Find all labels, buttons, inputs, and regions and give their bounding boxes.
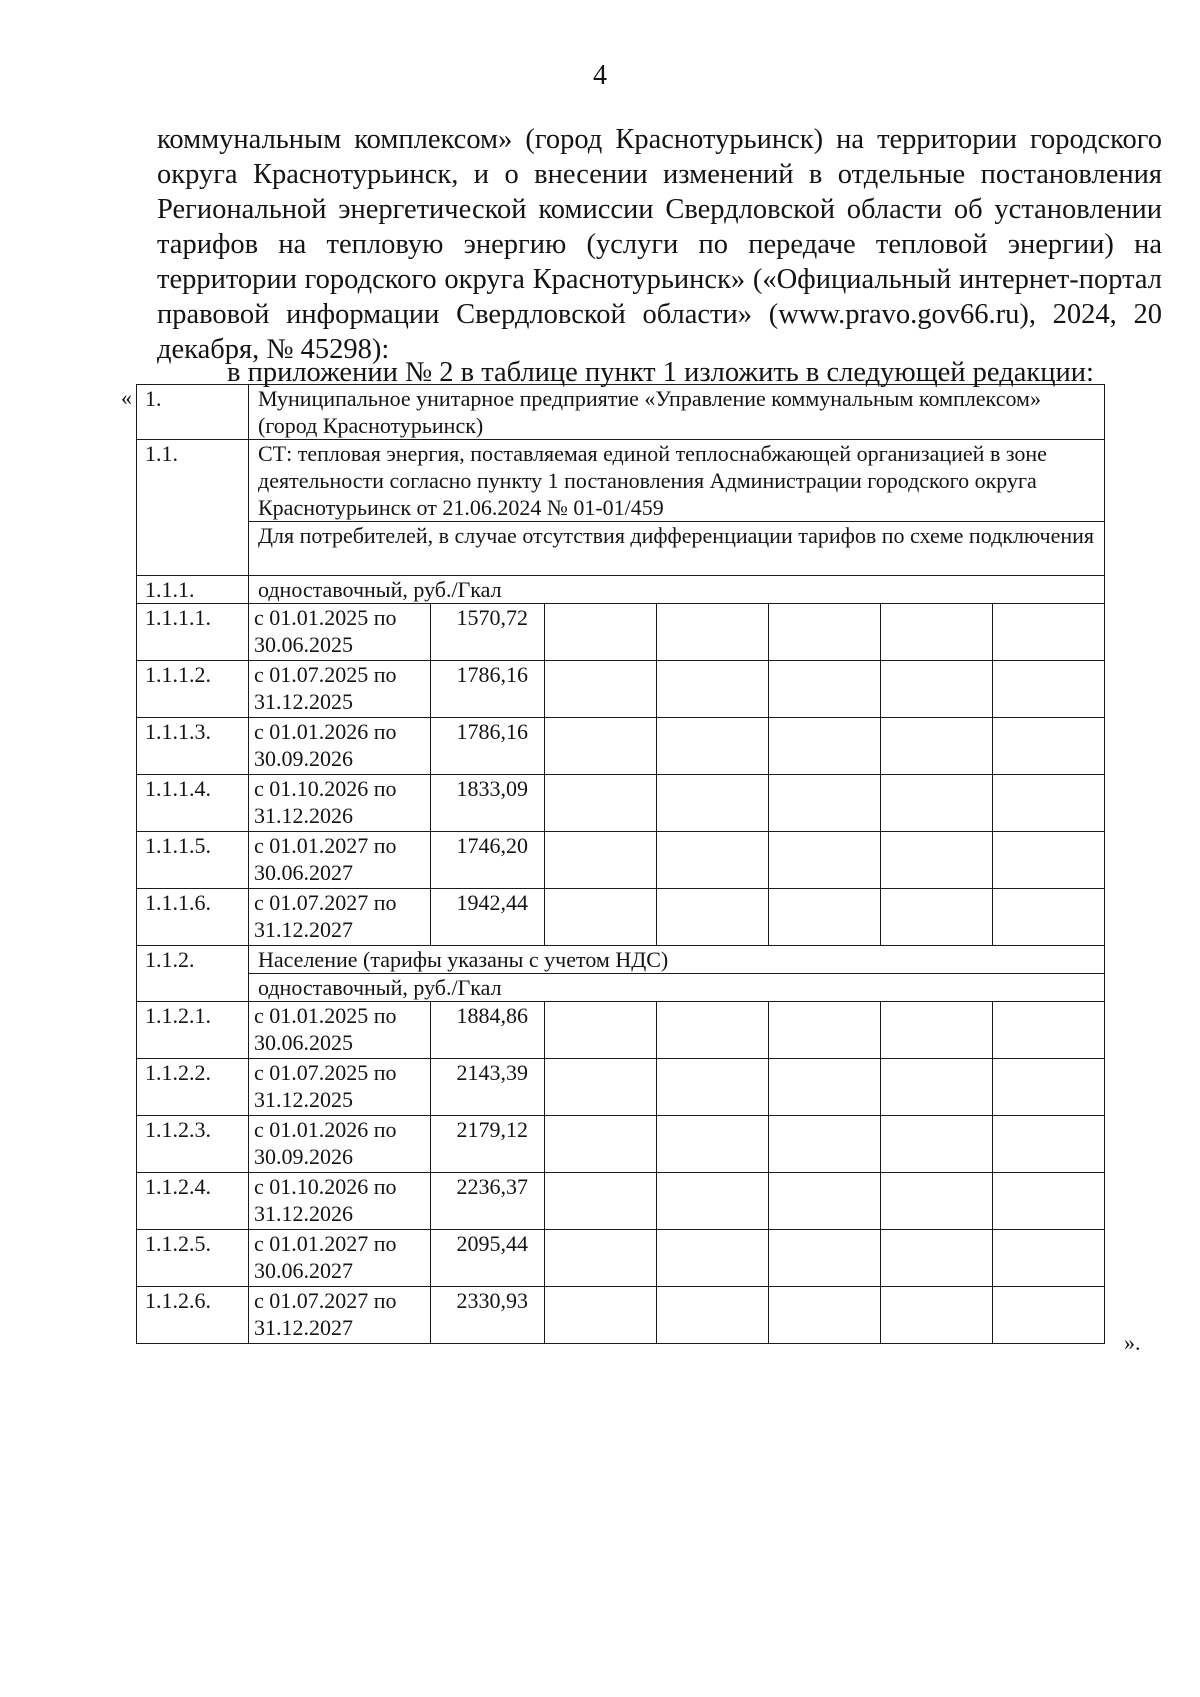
instruction-line: в приложении № 2 в таблице пункт 1 изложить в следующей редакции:: [227, 357, 1094, 388]
row-description: Для потребителей, в случае отсутствия дифференциации тарифов по схеме подключения: [249, 522, 1105, 576]
empty-cell: [993, 1002, 1105, 1059]
tariff-value: 2179,12: [431, 1116, 545, 1173]
empty-cell: [657, 1059, 769, 1116]
tariff-value: 1570,72: [431, 604, 545, 661]
row-description: одноставочный, руб./Гкал: [249, 974, 1105, 1002]
tariff-value: 1833,09: [431, 775, 545, 832]
row-number: 1.1.1.6.: [137, 889, 249, 946]
period-cell: с 01.07.2025 по 31.12.2025: [249, 661, 431, 718]
period-cell: с 01.07.2027 по 31.12.2027: [249, 1287, 431, 1344]
row-description: одноставочный, руб./Гкал: [249, 576, 1105, 604]
tariff-value: 2236,37: [431, 1173, 545, 1230]
empty-cell: [993, 775, 1105, 832]
empty-cell: [545, 661, 657, 718]
row-number: 1.1.2.: [137, 946, 249, 1002]
empty-cell: [993, 1173, 1105, 1230]
row-number: 1.1.2.1.: [137, 1002, 249, 1059]
tariff-value: 2330,93: [431, 1287, 545, 1344]
row-number: 1.1.2.6.: [137, 1287, 249, 1344]
tariff-value: 2095,44: [431, 1230, 545, 1287]
table-row: [137, 775, 1105, 832]
table-row: [137, 946, 1105, 974]
period-cell: с 01.01.2027 по 30.06.2027: [249, 832, 431, 889]
tariff-value: 1786,16: [431, 718, 545, 775]
empty-cell: [545, 1059, 657, 1116]
empty-cell: [881, 1116, 993, 1173]
empty-cell: [657, 1116, 769, 1173]
table-row: [137, 1116, 1105, 1173]
empty-cell: [769, 832, 881, 889]
empty-cell: [993, 1230, 1105, 1287]
table-row: [137, 604, 1105, 661]
row-number: 1.1.1.3.: [137, 718, 249, 775]
row-number: 1.1.1.5.: [137, 832, 249, 889]
period-cell: с 01.07.2025 по 31.12.2025: [249, 1059, 431, 1116]
empty-cell: [769, 604, 881, 661]
empty-cell: [881, 604, 993, 661]
empty-cell: [993, 1116, 1105, 1173]
period-cell: с 01.01.2026 по 30.09.2026: [249, 1116, 431, 1173]
empty-cell: [657, 775, 769, 832]
period-cell: с 01.01.2026 по 30.09.2026: [249, 718, 431, 775]
empty-cell: [545, 775, 657, 832]
empty-cell: [993, 718, 1105, 775]
table-row: [137, 889, 1105, 946]
empty-cell: [881, 1230, 993, 1287]
empty-cell: [769, 1059, 881, 1116]
empty-cell: [545, 1173, 657, 1230]
empty-cell: [545, 889, 657, 946]
empty-cell: [881, 889, 993, 946]
tariff-value: 1942,44: [431, 889, 545, 946]
tariff-value: 1746,20: [431, 832, 545, 889]
tariff-value: 1786,16: [431, 661, 545, 718]
empty-cell: [993, 889, 1105, 946]
empty-cell: [881, 718, 993, 775]
empty-cell: [769, 1230, 881, 1287]
row-number: 1.1.1.1.: [137, 604, 249, 661]
tariff-table: [136, 384, 1105, 1344]
row-description: Население (тарифы указаны с учетом НДС): [249, 946, 1105, 974]
closing-quote: ».: [1124, 1330, 1141, 1355]
empty-cell: [545, 1287, 657, 1344]
row-number: 1.1.2.2.: [137, 1059, 249, 1116]
row-number: 1.1.1.2.: [137, 661, 249, 718]
empty-cell: [881, 775, 993, 832]
table-row: [137, 522, 1105, 576]
row-number: 1.1.1.: [137, 576, 249, 604]
empty-cell: [657, 1002, 769, 1059]
empty-cell: [769, 1002, 881, 1059]
table-row: [137, 718, 1105, 775]
empty-cell: [881, 1173, 993, 1230]
table-row: [137, 1002, 1105, 1059]
empty-cell: [881, 832, 993, 889]
empty-cell: [545, 1230, 657, 1287]
table-row: [137, 576, 1105, 604]
empty-cell: [545, 604, 657, 661]
empty-cell: [545, 1116, 657, 1173]
table-row: [137, 1059, 1105, 1116]
row-number: 1.1.2.5.: [137, 1230, 249, 1287]
period-cell: с 01.07.2027 по 31.12.2027: [249, 889, 431, 946]
empty-cell: [545, 1002, 657, 1059]
empty-cell: [657, 718, 769, 775]
period-cell: с 01.10.2026 по 31.12.2026: [249, 775, 431, 832]
empty-cell: [769, 775, 881, 832]
period-cell: с 01.10.2026 по 31.12.2026: [249, 1173, 431, 1230]
row-number: 1.: [137, 385, 249, 440]
empty-cell: [993, 1059, 1105, 1116]
empty-cell: [993, 604, 1105, 661]
empty-cell: [769, 718, 881, 775]
table-row: [137, 1173, 1105, 1230]
row-description: СТ: тепловая энергия, поставляемая единой теплоснабжающей организацией в зоне деятельности согласно пункту 1 постановления Администрации городского округа Краснотурьинск от 21.06.2024 № 01-01/459: [249, 440, 1105, 522]
empty-cell: [881, 1059, 993, 1116]
empty-cell: [993, 1287, 1105, 1344]
table-row: [137, 440, 1105, 522]
empty-cell: [657, 832, 769, 889]
empty-cell: [545, 718, 657, 775]
empty-cell: [769, 1173, 881, 1230]
empty-cell: [657, 889, 769, 946]
table-row: [137, 974, 1105, 1002]
row-number: 1.1.1.4.: [137, 775, 249, 832]
empty-cell: [881, 661, 993, 718]
empty-cell: [545, 832, 657, 889]
empty-cell: [657, 661, 769, 718]
row-number: 1.1.: [137, 440, 249, 576]
empty-cell: [657, 1287, 769, 1344]
table-row: [137, 1230, 1105, 1287]
empty-cell: [881, 1002, 993, 1059]
empty-cell: [657, 1230, 769, 1287]
period-cell: с 01.01.2025 по 30.06.2025: [249, 1002, 431, 1059]
empty-cell: [769, 661, 881, 718]
tariff-value: 2143,39: [431, 1059, 545, 1116]
row-description: Муниципальное унитарное предприятие «Управление коммунальным комплексом» (город Краснотурьинск): [249, 385, 1105, 440]
empty-cell: [993, 661, 1105, 718]
row-number: 1.1.2.3.: [137, 1116, 249, 1173]
table-row: [137, 1287, 1105, 1344]
empty-cell: [657, 604, 769, 661]
empty-cell: [993, 832, 1105, 889]
period-cell: с 01.01.2027 по 30.06.2027: [249, 1230, 431, 1287]
table-row: [137, 832, 1105, 889]
body-paragraph: коммунальным комплексом» (город Краснотурьинск) на территории городского округа Краснотурьинск, и о внесении изменений в отдельные постановления Региональной энергетической комиссии Свердловской области об установлении тарифов на тепловую энергию (услуги по передаче тепловой энергии) на территории городского округа Краснотурьинск» («Официальный интернет-портал правовой информации Свердловской области» (www.pravo.gov66.ru), 2024, 20 декабря, № 45298):: [157, 124, 1162, 365]
table-row: [137, 661, 1105, 718]
period-cell: с 01.01.2025 по 30.06.2025: [249, 604, 431, 661]
empty-cell: [881, 1287, 993, 1344]
tariff-value: 1884,86: [431, 1002, 545, 1059]
empty-cell: [769, 889, 881, 946]
empty-cell: [769, 1287, 881, 1344]
page-number: 4: [593, 60, 607, 91]
empty-cell: [769, 1116, 881, 1173]
opening-quote: «: [121, 385, 132, 410]
row-number: 1.1.2.4.: [137, 1173, 249, 1230]
table-row: [137, 385, 1105, 440]
empty-cell: [657, 1173, 769, 1230]
